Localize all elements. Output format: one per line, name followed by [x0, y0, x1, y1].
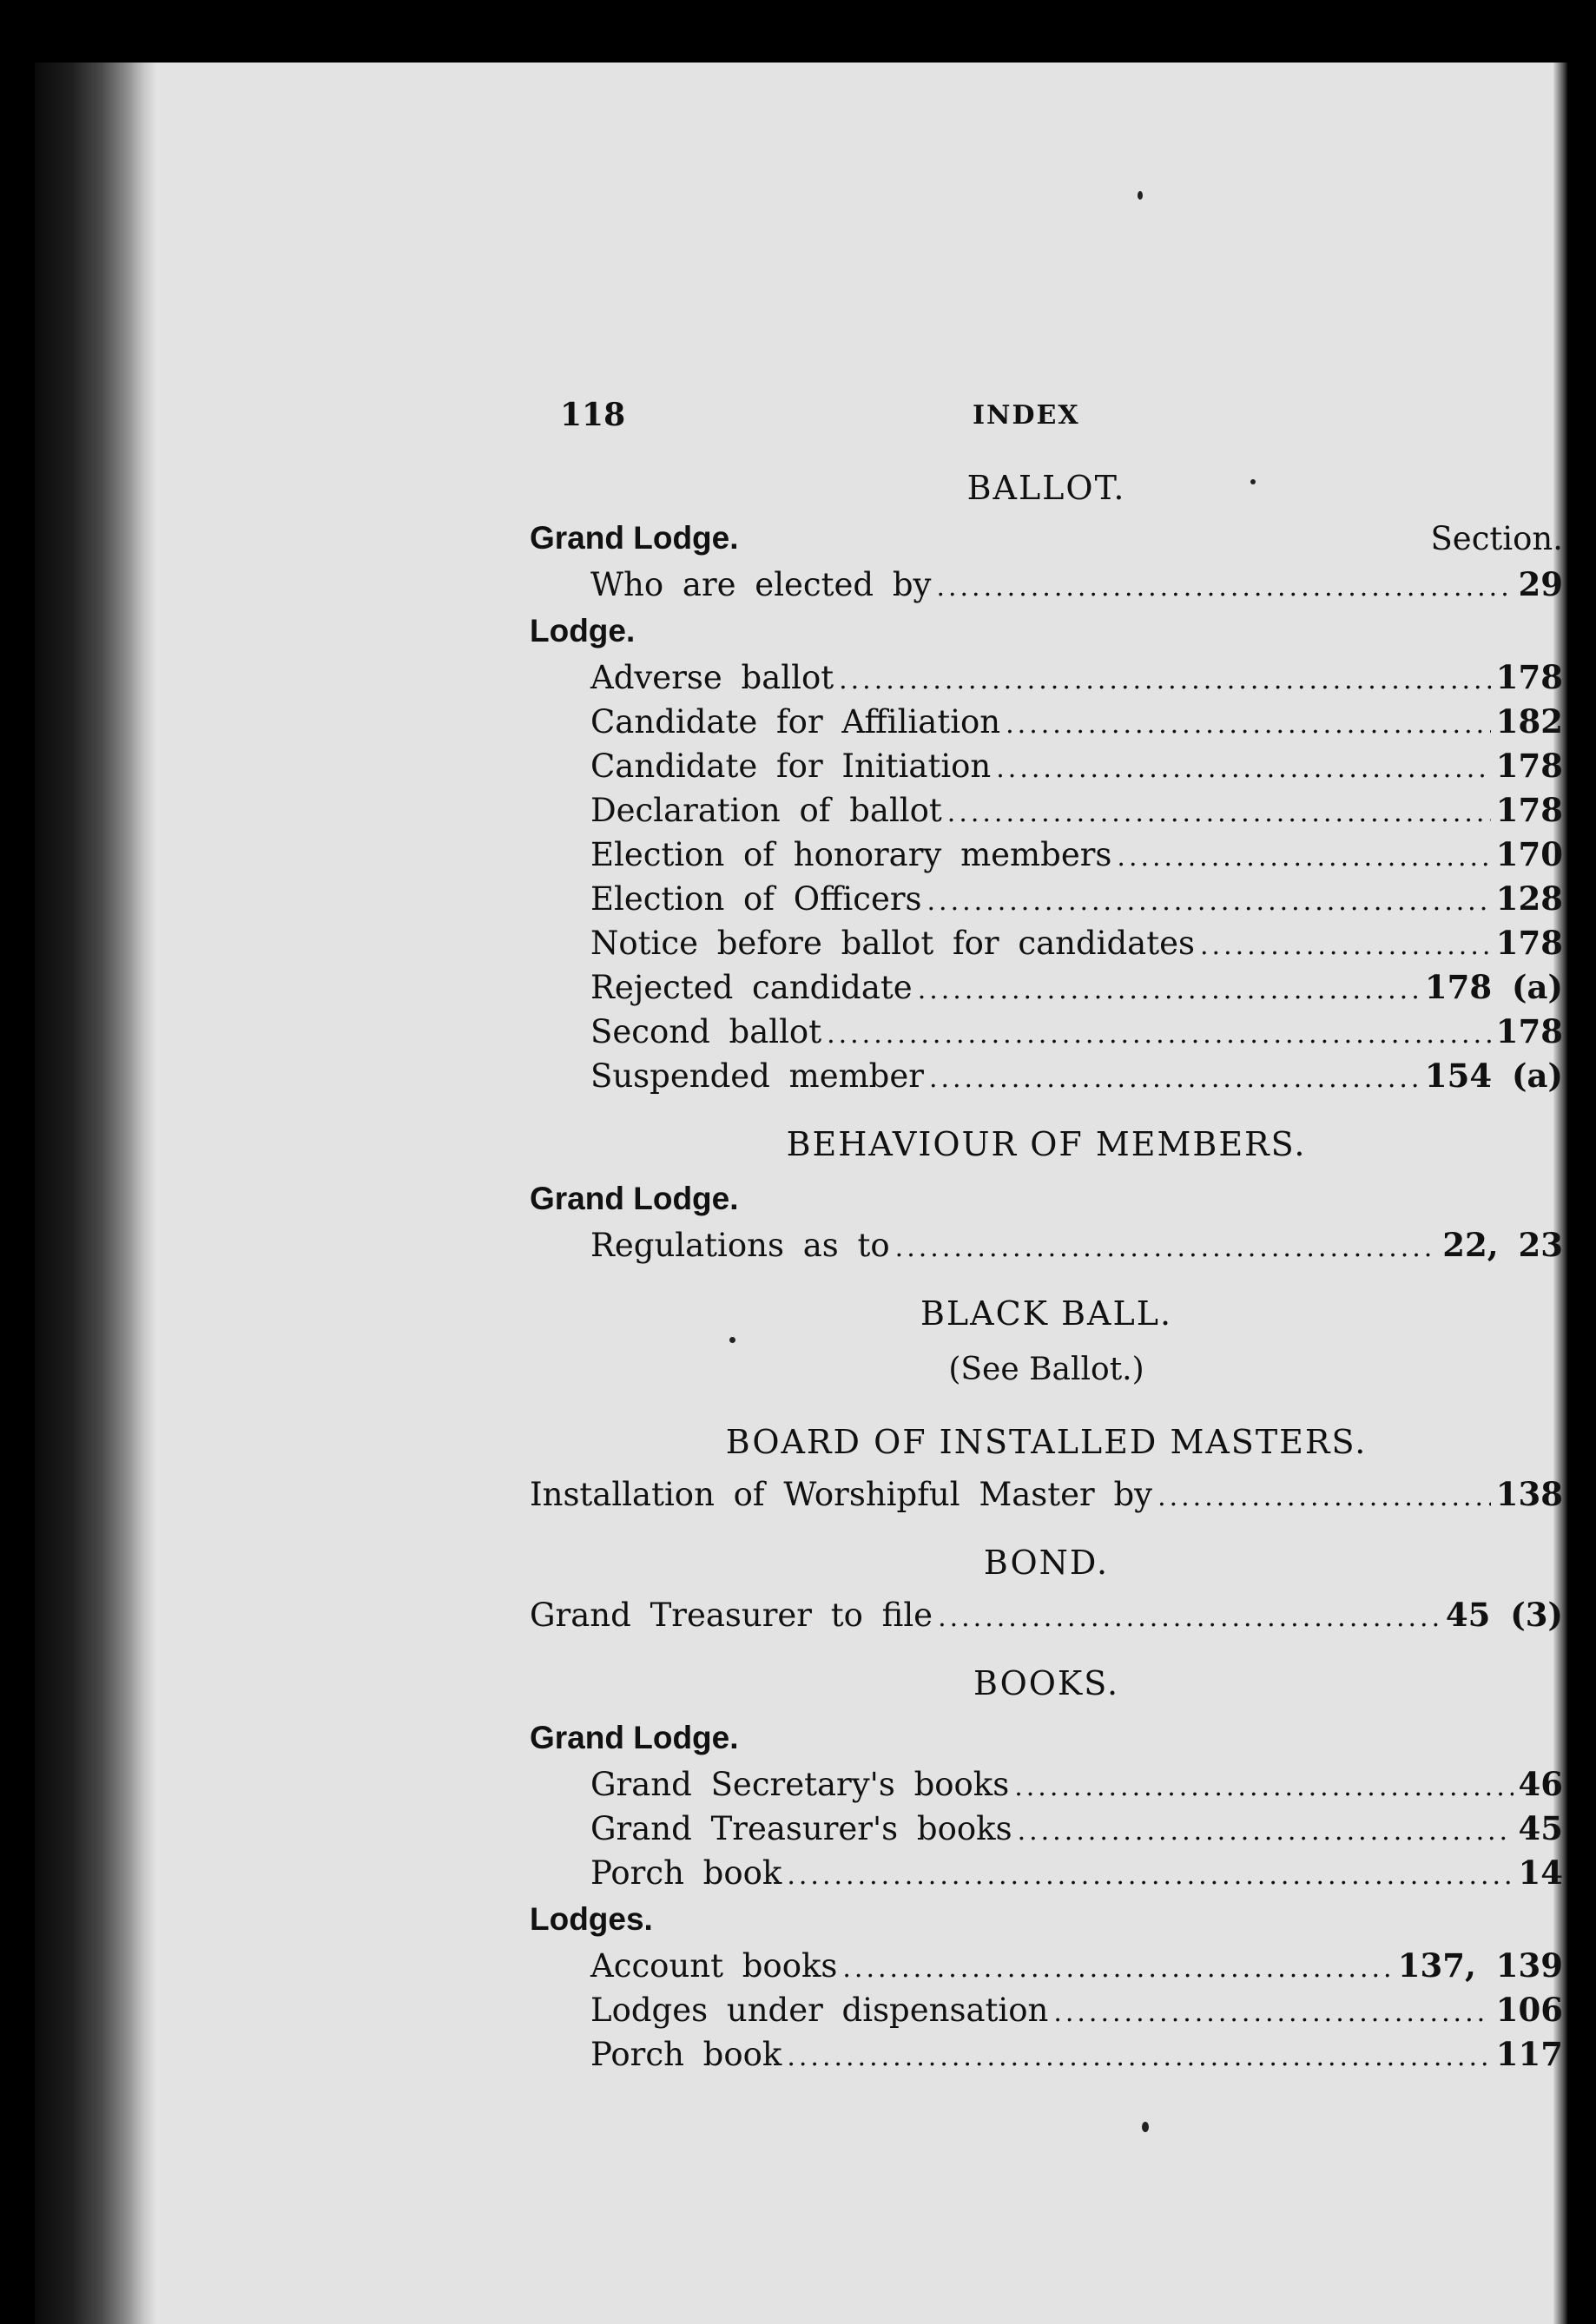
index-entry	[530, 655, 1563, 700]
entry-label: Adverse ballot	[590, 659, 834, 696]
entry-ref: 29	[1518, 565, 1563, 603]
running-head: INDEX	[973, 400, 1080, 431]
entry-label: Lodges under dispensation	[590, 1992, 1049, 2029]
index-entry	[530, 965, 1563, 1010]
group-header	[530, 1714, 1563, 1762]
index-entry	[530, 1944, 1563, 1988]
index-entry	[530, 1472, 1563, 1517]
entry-ref: 154 (a)	[1424, 1057, 1563, 1095]
dot-leader	[927, 879, 1491, 924]
entry-ref: 128	[1495, 879, 1563, 918]
index-entry	[530, 1593, 1563, 1637]
entry-ref: 178 (a)	[1424, 968, 1563, 1006]
entry-label: Election of honorary members	[590, 836, 1112, 873]
book-page	[35, 63, 1567, 2324]
entry-label: Grand Treasurer's books	[590, 1810, 1012, 1847]
section-heading-ballot: BALLOT.	[966, 469, 1126, 507]
section-heading-bond: BOND.	[983, 1544, 1110, 1582]
entry-ref: 45 (3)	[1445, 1596, 1563, 1634]
dot-leader	[1117, 835, 1490, 879]
entry-ref: 106	[1495, 1991, 1563, 2029]
dot-leader	[929, 1057, 1420, 1101]
group-title-lodge: Lodge.	[530, 613, 636, 648]
entry-label: Who are elected by	[590, 566, 932, 603]
entry-label: Candidate for Affiliation	[590, 703, 1001, 741]
dot-leader	[839, 658, 1491, 702]
entry-label: Account books	[590, 1947, 838, 1985]
entry-ref: 178	[1495, 924, 1563, 962]
entry-label: Installation of Worshipful Master by	[530, 1476, 1153, 1513]
entry-label: Porch book	[590, 2036, 782, 2073]
entry-label: Rejected candidate	[590, 969, 913, 1006]
section-heading-behaviour: BEHAVIOUR OF MEMBERS.	[786, 1125, 1307, 1163]
entry-ref: 14	[1518, 1853, 1563, 1892]
entry-label: Suspended member	[590, 1057, 924, 1095]
index-entry	[530, 2032, 1563, 2077]
ink-speck	[1138, 191, 1143, 200]
entry-label: Grand Treasurer to file	[530, 1597, 933, 1634]
dot-leader	[1006, 702, 1491, 747]
entry-ref: 170	[1495, 835, 1563, 873]
book-spine-shadow	[35, 63, 156, 2324]
index-entry	[530, 877, 1563, 921]
dot-leader	[842, 1946, 1392, 1991]
dot-leader	[947, 791, 1491, 835]
index-entry	[530, 921, 1563, 965]
dot-leader	[787, 2035, 1490, 2079]
entry-label: Notice before ballot for candidates	[590, 925, 1195, 962]
index-body	[530, 462, 1563, 2077]
entry-label: Election of Officers	[590, 880, 922, 918]
dot-leader	[1018, 1809, 1514, 1853]
entry-ref: 22, 23	[1442, 1226, 1563, 1264]
entry-label: Candidate for Initiation	[590, 747, 992, 785]
index-entry	[530, 788, 1563, 833]
index-entry	[530, 700, 1563, 744]
dot-leader	[1014, 1765, 1513, 1809]
entry-ref: 137, 139	[1397, 1946, 1563, 1985]
entry-label: Porch book	[590, 1854, 782, 1892]
index-entry	[530, 833, 1563, 877]
entry-label: Grand Secretary's books	[590, 1766, 1010, 1803]
page-number: 118	[560, 397, 626, 433]
index-entry	[530, 1010, 1563, 1054]
entry-ref: 178	[1495, 747, 1563, 785]
index-entry	[530, 1054, 1563, 1098]
dot-leader	[938, 1596, 1441, 1640]
entry-label: Declaration of ballot	[590, 792, 942, 829]
dot-leader	[1053, 1991, 1490, 2035]
entry-ref: 117	[1495, 2035, 1563, 2073]
group-title-grand-lodge: Grand Lodge.	[530, 520, 739, 556]
entry-ref: 182	[1495, 702, 1563, 741]
dot-leader	[827, 1012, 1491, 1057]
dot-leader	[996, 747, 1491, 791]
page-header	[530, 397, 1567, 440]
section-column-label: Section.	[1430, 519, 1563, 557]
entry-ref: 46	[1518, 1765, 1563, 1803]
dot-leader	[787, 1853, 1513, 1898]
entry-ref: 178	[1495, 658, 1563, 696]
page-content	[499, 332, 1563, 2155]
entry-ref: 138	[1495, 1475, 1563, 1513]
group-header	[530, 1895, 1563, 1944]
entry-ref: 178	[1495, 791, 1563, 829]
section-heading-board: BOARD OF INSTALLED MASTERS.	[725, 1423, 1368, 1461]
index-entry	[530, 1807, 1563, 1851]
entry-label: Regulations as to	[590, 1227, 890, 1264]
index-entry	[530, 1762, 1563, 1807]
dot-leader	[895, 1226, 1438, 1270]
dot-leader	[918, 968, 1420, 1012]
dot-leader	[936, 565, 1513, 609]
group-title-grand-lodge: Grand Lodge.	[530, 1720, 739, 1755]
group-title-grand-lodge: Grand Lodge.	[530, 1181, 739, 1216]
index-entry	[530, 563, 1563, 607]
spacer	[530, 1396, 1563, 1412]
entry-ref: 45	[1518, 1809, 1563, 1847]
index-entry	[530, 744, 1563, 788]
entry-ref: 178	[1495, 1012, 1563, 1050]
section-heading-books: BOOKS.	[973, 1664, 1120, 1702]
group-header	[530, 607, 1563, 655]
group-title-lodges: Lodges.	[530, 1901, 653, 1937]
entry-label: Second ballot	[590, 1013, 822, 1050]
index-entry	[530, 1851, 1563, 1895]
dot-leader	[1157, 1475, 1491, 1519]
group-header	[530, 514, 1563, 563]
section-heading-black-ball: BLACK BALL.	[920, 1294, 1173, 1333]
index-entry	[530, 1988, 1563, 2032]
dot-leader	[1200, 924, 1491, 968]
group-header	[530, 1175, 1563, 1223]
cross-reference-note: (See Ballot.)	[948, 1352, 1144, 1387]
index-entry	[530, 1223, 1563, 1267]
